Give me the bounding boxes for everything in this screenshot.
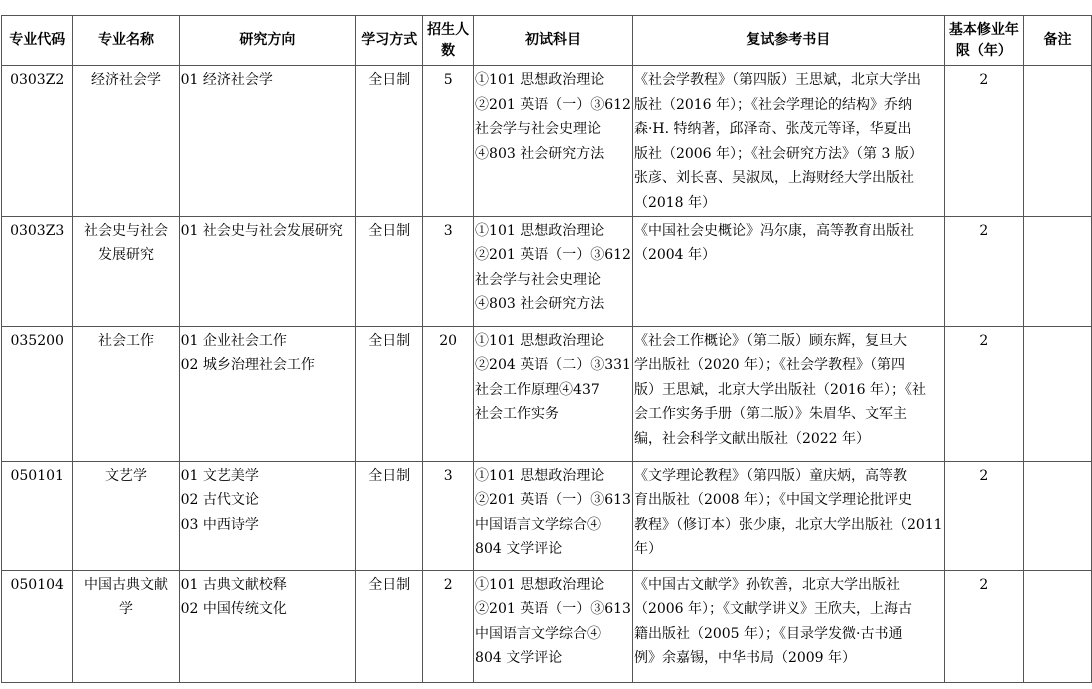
- research-directions-line: 01 古典文献校释: [180, 576, 287, 593]
- enrollment-quota: 20: [423, 326, 474, 461]
- initial-exam-subjects-line: 804 文学评论: [475, 650, 563, 667]
- table-row: [2, 66, 1092, 217]
- column-header: 专业代码: [2, 16, 73, 66]
- reference-books-line: 年）: [633, 541, 662, 558]
- reference-books: [632, 326, 944, 461]
- initial-exam-subjects-line: ①101 思想政治理论: [475, 332, 605, 349]
- reference-books-line: 《中国社会史概论》冯尔康，高等教育出版社: [633, 222, 914, 239]
- study-mode: 全日制: [356, 216, 423, 326]
- remarks: [1024, 461, 1092, 570]
- reference-books-line: （2006 年）；《文献学讲义》王欣夫，上海古: [633, 601, 913, 618]
- initial-exam-subjects-line: 社会工作原理④437: [475, 381, 600, 398]
- reference-books-line: （2004 年）: [633, 247, 717, 264]
- table-row: [2, 570, 1092, 682]
- study-years: 2: [944, 461, 1024, 570]
- initial-exam-subjects-line: ①101 思想政治理论: [475, 467, 605, 484]
- reference-books-line: 张彦、刘长喜、吴淑凤，上海财经大学出版社: [633, 170, 914, 187]
- initial-exam-subjects-line: 中国语言文学综合④: [475, 516, 602, 533]
- major-name-line: 中国古典文献: [84, 576, 169, 593]
- initial-exam-subjects: [474, 326, 633, 461]
- initial-exam-subjects-line: ②201 英语（一）③613: [475, 601, 631, 618]
- major-code: 050104: [2, 570, 73, 682]
- major-code: 0303Z3: [2, 216, 73, 326]
- major-name-line: 经济社会学: [91, 72, 162, 88]
- initial-exam-subjects-line: 社会学与社会史理论: [475, 271, 602, 288]
- study-mode: 全日制: [356, 66, 423, 217]
- major-name: [73, 216, 179, 326]
- column-header: 基本修业年限（年）: [944, 16, 1024, 66]
- major-name-line: 文艺学: [105, 467, 148, 484]
- initial-exam-subjects-line: ②201 英语（一）③613: [475, 492, 631, 509]
- research-directions: [179, 66, 356, 217]
- study-years: 2: [944, 66, 1024, 217]
- study-years: 2: [944, 326, 1024, 461]
- major-name-line: 发展研究: [98, 247, 155, 264]
- column-header: 初试科目: [474, 16, 633, 66]
- initial-exam-subjects-line: 社会工作实务: [475, 406, 560, 423]
- initial-exam-subjects-line: ①101 思想政治理论: [475, 72, 605, 88]
- research-directions-line: 01 社会史与社会发展研究: [180, 222, 343, 239]
- column-header: 招生人数: [423, 16, 474, 66]
- research-directions: [179, 326, 356, 461]
- reference-books-line: 籍出版社（2005 年）；《目录学发微·古书通: [633, 625, 903, 642]
- enrollment-quota: 2: [423, 570, 474, 682]
- research-directions-line: 02 城乡治理社会工作: [180, 357, 315, 374]
- reference-books-line: 《中国古文献学》孙钦善，北京大学出版社: [633, 576, 900, 593]
- reference-books: [632, 216, 944, 326]
- major-name-line: 社会工作: [98, 332, 155, 349]
- initial-exam-subjects-line: ②204 英语（二）③331: [475, 357, 631, 374]
- initial-exam-subjects-line: ②201 英语（一）③612: [475, 96, 631, 113]
- reference-books: [632, 66, 944, 217]
- column-header: 学习方式: [356, 16, 423, 66]
- research-directions: [179, 216, 356, 326]
- research-directions-line: 01 经济社会学: [180, 72, 273, 88]
- initial-exam-subjects-line: ④803 社会研究方法: [475, 145, 605, 162]
- major-code: 035200: [2, 326, 73, 461]
- major-code: 050101: [2, 461, 73, 570]
- major-name-line: 社会史与社会: [84, 222, 169, 239]
- table-row: [2, 326, 1092, 461]
- major-name: [73, 461, 179, 570]
- initial-exam-subjects-line: 社会学与社会史理论: [475, 121, 602, 138]
- table-row: [2, 216, 1092, 326]
- major-name: [73, 66, 179, 217]
- initial-exam-subjects-line: 中国语言文学综合④: [475, 625, 602, 642]
- initial-exam-subjects-line: ②201 英语（一）③612: [475, 247, 631, 264]
- reference-books-line: 学出版社（2020 年）；《社会学教程》（第四: [633, 357, 906, 374]
- research-directions-line: 01 文艺美学: [180, 467, 259, 484]
- initial-exam-subjects: [474, 216, 633, 326]
- column-header: 专业名称: [73, 16, 179, 66]
- research-directions-line: 02 古代文论: [180, 492, 259, 509]
- major-name: [73, 326, 179, 461]
- reference-books: [632, 461, 944, 570]
- reference-books-line: 森·H. 特纳著，邱泽奇、张茂元等译，华夏出: [633, 121, 912, 138]
- major-name: [73, 570, 179, 682]
- enrollment-quota: 5: [423, 66, 474, 217]
- remarks: [1024, 216, 1092, 326]
- reference-books-line: 教程》（修订本）张少康，北京大学出版社（2011: [633, 516, 943, 533]
- initial-exam-subjects: [474, 66, 633, 217]
- research-directions-line: 01 企业社会工作: [180, 332, 287, 349]
- study-years: 2: [944, 570, 1024, 682]
- research-directions-line: 02 中国传统文化: [180, 601, 287, 618]
- research-directions: [179, 461, 356, 570]
- column-header: 复试参考书目: [632, 16, 944, 66]
- reference-books-line: 编，社会科学文献出版社（2022 年）: [633, 430, 871, 447]
- reference-books-line: 版）王思斌，北京大学出版社（2016 年）；《社: [633, 381, 927, 398]
- reference-books-line: （2018 年）: [633, 194, 717, 211]
- remarks: [1024, 326, 1092, 461]
- research-directions: [179, 570, 356, 682]
- initial-exam-subjects-line: 804 文学评论: [475, 541, 563, 558]
- reference-books-line: 例》余嘉锡，中华书局（2009 年）: [633, 650, 857, 667]
- initial-exam-subjects-line: ①101 思想政治理论: [475, 576, 605, 593]
- major-code: 0303Z2: [2, 66, 73, 217]
- column-header: 研究方向: [179, 16, 356, 66]
- column-header: 备注: [1024, 16, 1092, 66]
- reference-books-line: 版社（2016 年）；《社会学理论的结构》乔纳: [633, 96, 913, 113]
- remarks: [1024, 570, 1092, 682]
- initial-exam-subjects: [474, 570, 633, 682]
- enrollment-quota: 3: [423, 216, 474, 326]
- header-row: [2, 16, 1092, 66]
- initial-exam-subjects-line: ①101 思想政治理论: [475, 222, 605, 239]
- reference-books-line: 版社（2006 年）；《社会研究方法》（第 3 版）: [633, 145, 923, 162]
- reference-books-line: 《社会工作概论》（第二版）顾东辉，复旦大: [633, 332, 907, 349]
- table-row: [2, 461, 1092, 570]
- admission-table: [1, 15, 1092, 683]
- reference-books-line: 会工作实务手册（第二版）》朱眉华、文军主: [633, 406, 907, 423]
- initial-exam-subjects-line: ④803 社会研究方法: [475, 296, 605, 313]
- enrollment-quota: 3: [423, 461, 474, 570]
- major-name-line: 学: [119, 601, 134, 618]
- study-mode: 全日制: [356, 326, 423, 461]
- remarks: [1024, 66, 1092, 217]
- reference-books: [632, 570, 944, 682]
- reference-books-line: 《社会学教程》（第四版）王思斌，北京大学出: [633, 72, 921, 88]
- initial-exam-subjects: [474, 461, 633, 570]
- study-mode: 全日制: [356, 461, 423, 570]
- study-years: 2: [944, 216, 1024, 326]
- reference-books-line: 育出版社（2008 年）；《中国文学理论批评史: [633, 492, 913, 509]
- reference-books-line: 《文学理论教程》（第四版）童庆炳，高等教: [633, 467, 907, 484]
- study-mode: 全日制: [356, 570, 423, 682]
- research-directions-line: 03 中西诗学: [180, 516, 259, 533]
